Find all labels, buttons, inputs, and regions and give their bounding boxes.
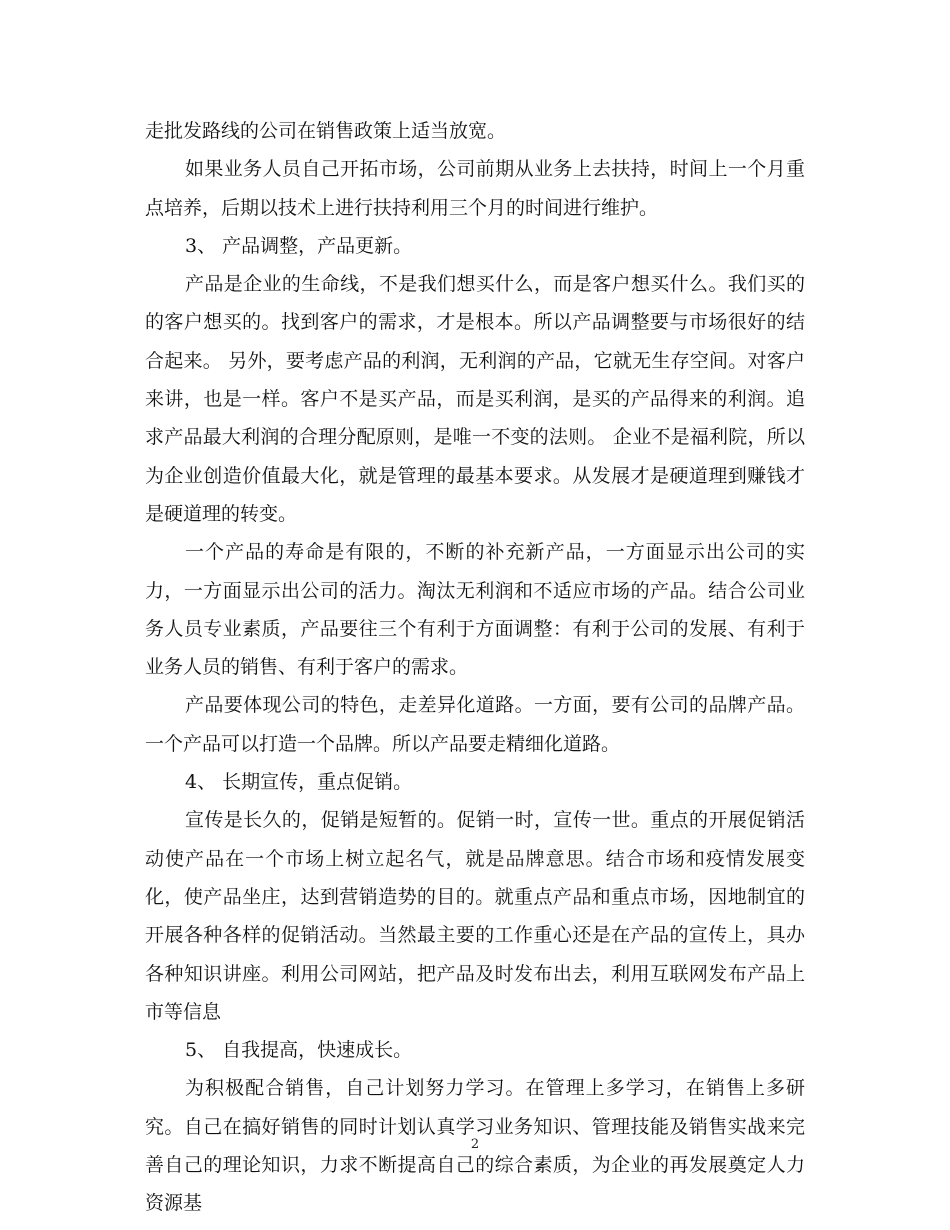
paragraph: 一个产品的寿命是有限的，不断的补充新产品，一方面显示出公司的实力，一方面显示出公司的活力。淘汰无利润和不适应市场的产品。结合公司业务人员专业素质，产品要往三个有利于方面调整：有利于公司的发展、有利于业务人员的销售、有利于客户的需求。 bbox=[145, 541, 805, 679]
section-heading: 5、 自我提高，快速成长。 bbox=[185, 1039, 413, 1062]
paragraph: 产品是企业的生命线，不是我们想买什么，而是客户想买什么。我们买的的客户想买的。找到客户的需求，才是根本。所以产品调整要与市场很好的结合起来。 另外，要考虑产品的利润，无利润的产品，它就无生存空间。对客户来讲，也是一样。客户不是买产品，而是买利润，是买的产品得来的利润。追求产品最大利润的合理分配原则，是唯一不变的法则。 企业不是福利院，所以为企业创造价值最大化，就是管理的最基本要求。从发展才是硬道理到赚钱才是硬道理的转变。 bbox=[145, 273, 805, 525]
page-number: 2 bbox=[470, 1137, 480, 1152]
paragraph: 如果业务人员自己开拓市场，公司前期从业务上去扶持，时间上一个月重点培养，后期以技术上进行扶持利用三个月的时间进行维护。 bbox=[145, 158, 805, 219]
section-heading: 3、 产品调整，产品更新。 bbox=[185, 234, 413, 257]
paragraph: 走批发路线的公司在销售政策上适当放宽。 bbox=[145, 120, 507, 142]
paragraph: 为积极配合销售，自己计划努力学习。在管理上多学习，在销售上多研究。自己在搞好销售的同时计划认真学习业务知识、管理技能及销售实战来完善自己的理论知识，力求不断提高自己的综合素质，为企业的再发展奠定人力资源基 bbox=[145, 1077, 805, 1215]
section-heading: 4、 长期宣传，重点促销。 bbox=[185, 771, 413, 794]
body-text bbox=[145, 112, 805, 1223]
paragraph: 产品要体现公司的特色，走差异化道路。一方面，要有公司的品牌产品。一个产品可以打造一个品牌。所以产品要走精细化道路。 bbox=[145, 694, 805, 755]
paragraph: 宣传是长久的，促销是短暂的。促销一时，宣传一世。重点的开展促销活动使产品在一个市场上树立起名气，就是品牌意思。结合市场和疫情发展变化，使产品坐庄，达到营销造势的目的。就重点产品和重点市场，因地制宜的开展各种各样的促销活动。当然最主要的工作重心还是在产品的宣传上，具办各种知识讲座。利用公司网站，把产品及时发布出去，利用互联网发布产品上市等信息 bbox=[145, 809, 805, 1023]
